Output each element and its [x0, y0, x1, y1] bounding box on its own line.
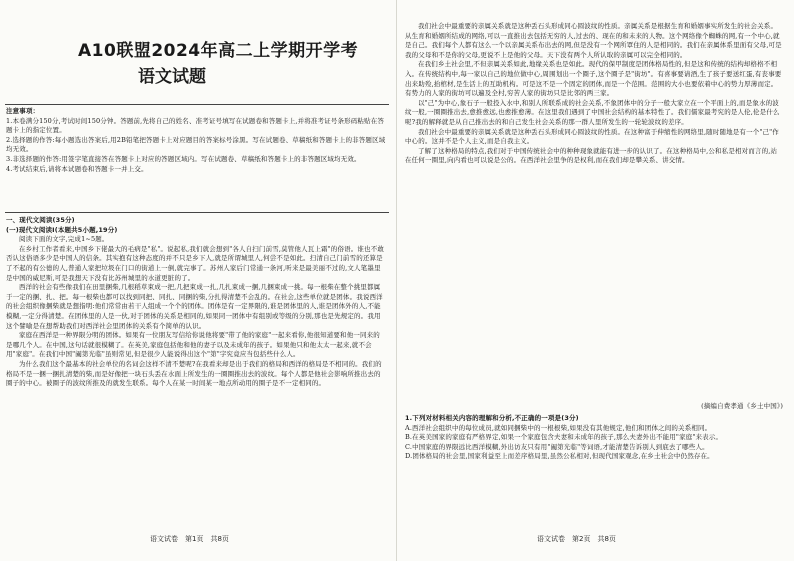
notice-item: 2.选择题的作答:每小题选出答案后,用2B铅笔把答题卡上对应题目的答案标号涂黑。写在试题卷、草稿纸和答题卡上的非答题区域均无效。 — [6, 135, 386, 154]
subsection-title: (一)现代文阅读Ⅰ(本题共5小题,19分) — [6, 225, 118, 234]
notices-block — [6, 107, 386, 174]
passage-paragraph: 在我们乡土社会里,不但亲属关系如此,地缘关系也是如此。现代的保甲制度是团体格局性的,但是这和传统的结构却格格不相入。在传统结构中,每一家以自己的地位做中心,周围划出一个圈子,这个圈子是"街坊"。有喜事要请酒,生了孩子要送红蛋,有丧事要出来助殓,抬棺材,是生活上的互助机构。可是这不是一个固定的团体,而是一个范围。范围的大小也要依着中心的势力厚薄而定。有势力的人家的街坊可以遍及全村,穷苦人家的街坊只是比邻的两三家。 — [405, 60, 782, 98]
answer-option-d[interactable]: D.团体格局的社会里,国家利益至上而差序格局里,虽然公私相对,但现代国家观念,在乡土社会中仍然存在。 — [405, 452, 714, 461]
notice-item: 1.本卷满分150分,考试时间150分钟。答题前,先将自己的姓名、准考证号填写在试题卷和答题卡上,并将准考证号条形码粘贴在答题卡上的指定位置。 — [6, 116, 385, 135]
exam-title: A10联盟2024年高二上学期开学考 — [78, 41, 359, 61]
passage-paragraph: 我们社会中最重要的亲属关系就是这种丢石头形成同心圆波纹的性质。亲属关系是根据生育和婚姻事实所发生的社会关系。从生育和婚姻所结成的网络,可以一直推出去包括无穷的人,过去的、现在的和未来的人物。这个网络像个蜘蛛的网,有一个中心,就是自己。我们每个人都有这么一个以亲属关系布出去的网,但是没有一个网所罩住的人是相同的。我们在亲属体系里面有父母,可是我的父母和不是你的父母,更说不上是他的父母。天下没有两个人所认取的亲属可以完全相同的。 — [405, 22, 782, 59]
notice-header: 注意事项： — [6, 107, 40, 115]
notice-rule — [5, 212, 389, 213]
reading-passage-left — [6, 216, 386, 508]
answer-option-c[interactable]: C.中国家庭的界限远比西洋模糊,外出访友只有用"阖第光临"等词语,才能清楚告诉别人到底去了哪些人。 — [405, 442, 709, 451]
passage-paragraph: 在乡村工作者看来,中国乡下佬最大的毛病是"私"。说起私,我们就会想到"各人自扫门前雪,莫管他人瓦上霜"的俗语。谁也不敢否认这俗语多少是中国人的信条。其实抱有这种态度的并不只是乡下人,就是所谓城里人,何尝不是如此。扫清自己门前雪的还算是了不起的有公德的人,普通人家把垃圾在门口的街道上一倒,就完事了。苏州人家后门常通一条河,听来是最美丽不过的,文人笔墨里是中国的威尼斯,可是我想天下没有比苏州城里的水道更脏的了。 — [6, 244, 385, 282]
passage-paragraph: 我们社会中最重要的亲属关系就是这种丢石头形成同心圆波纹的性质。在这种富于伸缩性的网络里,随时随地是有一个"己"作中心的。这并不是个人主义,而是自我主义。 — [405, 127, 779, 146]
passage-paragraph: 为什么我们这个最基本的社会单位的名词会这样不清不楚呢?在我看来却是出于我们的格局和西洋的格局是不相同的。我们的格局不是一捆一捆扎清楚的柴,而是好像把一块石头丢在水面上所发生的一圈圈推出去的波纹。每个人都是他社会影响所推出去的圈子的中心。被圈子的波纹所推及的就发生联系。每个人在某一时间某一地点所动用的圈子是不一定相同的。 — [6, 359, 382, 388]
notice-item: 3.非选择题的作答:用签字笔直接答在答题卡上对应的答题区域内。写在试题卷、草稿纸和答题卡上的非答题区域均无效。 — [6, 154, 361, 163]
section-title: 一、现代文阅读(35分) — [6, 216, 75, 224]
page-footer-left: 语文试卷 第1页 共8页 — [150, 535, 229, 543]
question-block — [405, 414, 783, 462]
question-stem: 1.下列对材料相关内容的理解和分析,不正确的一项是(3分) — [405, 414, 579, 422]
source-citation: (摘编自费孝通《乡土中国》) — [701, 402, 783, 410]
page-footer-right: 语文试卷 第2页 共8页 — [537, 535, 616, 543]
notice-item: 4.考试结束后,请将本试题卷和答题卡一并上交。 — [6, 164, 148, 173]
right-page — [397, 0, 794, 561]
passage-paragraph: 了解了这种格局的特点,我们对于中国传统社会中的种种现象就能有进一步的认识了。在这种格局中,公和私是相对而言的,站在任何一圈里,向内看也可以说是公的。在西洋社会里争的是权利,而在我们却是攀关系、讲交情。 — [405, 146, 778, 165]
instruction-text: 阅读下面的文字,完成1~5题。 — [19, 235, 109, 244]
passage-paragraph: 西洋的社会有些像我们在田里捆柴,几根稻草束成一把,几把束成一扎,几扎束成一捆,几捆束成一挑。每一根柴在整个挑里都属于一定的捆、扎、把。每一根柴也都可以找到同把、同扎、同捆的柴,分扎得清楚不会乱的。在社会,这些单位就是团体。我说西洋的社会组织像捆柴就是想指明:他们常常由若干人组成一个个的团体。团体是有一定界限的,谁是团体里的人,谁是团体外的人,不能模糊,一定分得清楚。在团体里的人是一伙,对于团体的关系是相同的,如果同一团体中有组别或等级的分别,那也是先规定的。我用这个譬喻是在想帮助我们对西洋社会里团体的关系有个简单的认识。 — [6, 283, 383, 330]
answer-option-b[interactable]: B.在英美国家的家庭有严格界定,如果一个家庭包含夫妻和未成年的孩子,那么夫妻外出不能用"家庭"来表示。 — [405, 433, 723, 442]
exam-subtitle: 语文试题 — [138, 67, 206, 87]
answer-option-a[interactable]: A.西洋社会组织中的每位成员,就如同捆柴中的一根根柴,如果没有其他规定,他们和团体之间的关系相同。 — [405, 423, 712, 432]
passage-paragraph: 家庭在西洋是一种界限分明的团体。如果有一位朋友写信给你说他将要"带了他的家庭"一起来看你,他很知道要和他一同来的是哪几个人。在中国,这句话就很模糊了。在英美,家庭包括他和他的妻子以及未成年的孩子。如果他只和他太太一起来,就不会用"家庭"。在我们中国"阖第光临"虽则常见,但是很少人能说得出这个"第"字究竟应当包括些什么人。 — [6, 331, 380, 359]
passage-paragraph: 以"己"为中心,象石子一般投入水中,和别人所联系成的社会关系,不象团体中的分子一般大家立在一个平面上的,而是象水的波纹一般,一圈圈推出去,愈推愈远,也愈推愈薄。在这里我们遇到了中国社会结构的基本特性了。我们儒家最考究的是人伦,伦是什么呢?我的解释就是从自己推出去的和自己发生社会关系的那一群人里所发生的一轮轮波纹的差序。 — [405, 98, 780, 126]
reading-passage-right — [405, 22, 783, 400]
header-rule — [5, 104, 389, 105]
